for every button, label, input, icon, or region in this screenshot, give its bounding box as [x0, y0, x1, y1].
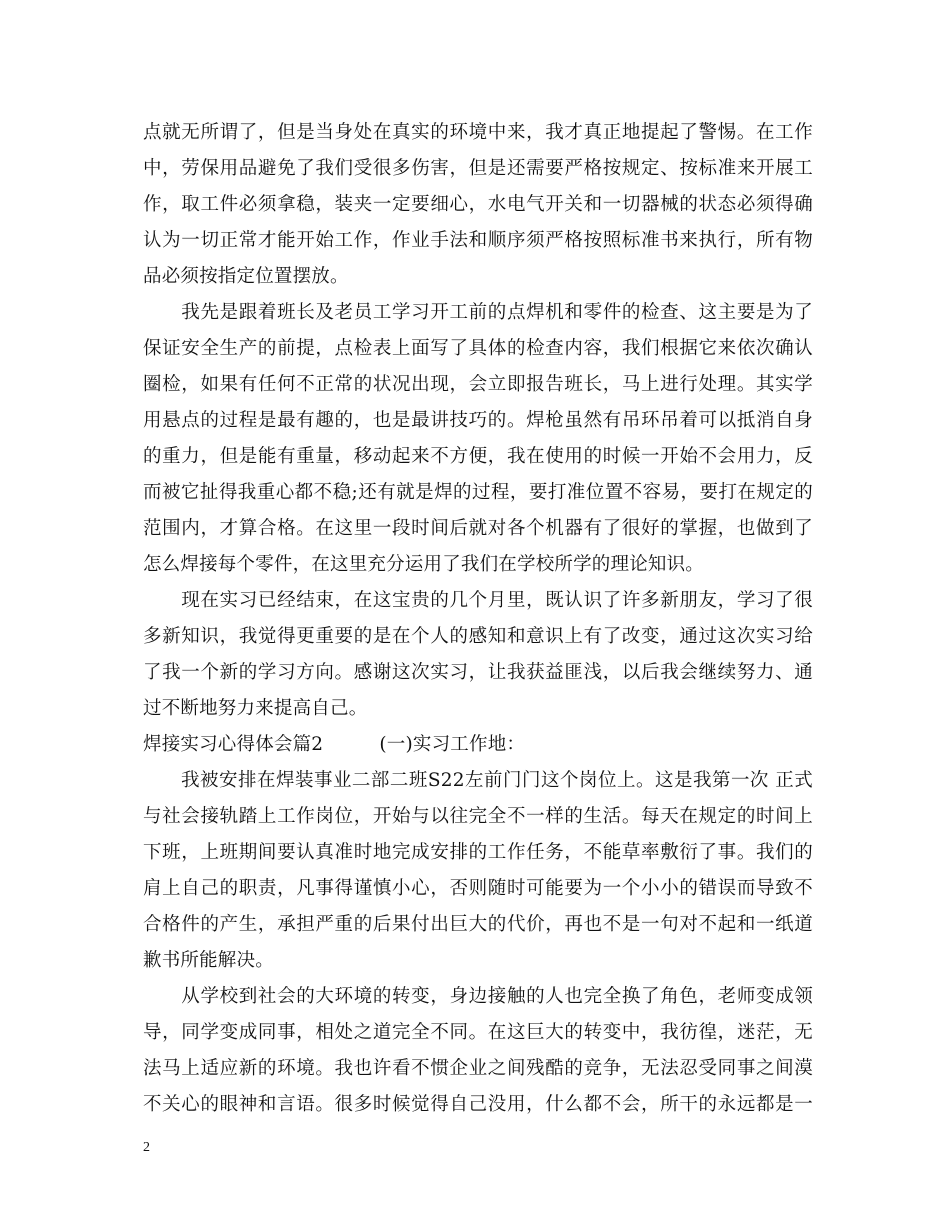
text-line: 不关心的眼神和言语。很多时候觉得自己没用，什么都不会，所干的永远都是一: [143, 1094, 813, 1115]
text-line: 多新知识，我觉得更重要的是在个人的感知和意识上有了改变，通过这次实习给: [143, 626, 813, 647]
text-line: 法马上适应新的环境。我也许看不惯企业之间残酷的竞争，无法忍受同事之间漠: [143, 1058, 813, 1079]
page-number: 2: [143, 1140, 150, 1155]
text-line: 我先是跟着班长及老员工学习开工前的点焊机和零件的检查、这主要是为了: [143, 302, 813, 323]
text-line: 范围内，才算合格。在这里一段时间后就对各个机器有了很好的掌握，也做到了: [143, 518, 813, 539]
text-line: 圈检，如果有任何不正常的状况出现，会立即报告班长，马上进行处理。其实学: [143, 374, 813, 395]
text-line: 了我一个新的学习方向。感谢这次实习，让我获益匪浅，以后我会继续努力、通: [143, 662, 813, 683]
text-line: 与社会接轨踏上工作岗位，开始与以往完全不一样的生活。每天在规定的时间上: [143, 806, 813, 827]
text-line: 现在实习已经结束，在这宝贵的几个月里，既认识了许多新朋友，学习了很: [143, 590, 813, 611]
text-line: 品必须按指定位置摆放。: [143, 266, 349, 287]
text-line: 过不断地努力来提高自己。: [143, 698, 368, 719]
text-line: 中，劳保用品避免了我们受很多伤害，但是还需要严格按规定、按标准来开展工: [143, 158, 813, 179]
text-line: 点就无所谓了，但是当身处在真实的环境中来，我才真正地提起了警惕。在工作: [143, 122, 813, 143]
text-line: 从学校到社会的大环境的转变，身边接触的人也完全换了角色，老师变成领: [143, 986, 813, 1007]
text-line: 导，同学变成同事，相处之道完全不同。在这巨大的转变中，我彷徨，迷茫，无: [143, 1022, 813, 1043]
text-line: 歉书所能解决。: [143, 950, 274, 971]
text-line: 而被它扯得我重心都不稳;还有就是焊的过程，要打准位置不容易，要打在规定的: [143, 482, 813, 503]
text-line: 用悬点的过程是最有趣的，也是最讲技巧的。焊枪虽然有吊环吊着可以抵消自身: [143, 410, 813, 431]
text-line: 怎么焊接每个零件，在这里充分运用了我们在学校所学的理论知识。: [143, 554, 705, 575]
text-line: 作，取工件必须拿稳，装夹一定要细心，水电气开关和一切器械的状态必须得确: [143, 194, 813, 215]
text-line: 肩上自己的职责，凡事得谨慎小心，否则随时可能要为一个小小的错误而导致不: [143, 878, 813, 899]
text-line: 焊接实习心得体会篇2 (一)实习工作地：: [143, 734, 526, 755]
text-line: 保证安全生产的前提，点检表上面写了具体的检查内容，我们根据它来依次确认: [143, 338, 813, 359]
text-line: 认为一切正常才能开始工作，作业手法和顺序须严格按照标准书来执行，所有物: [143, 230, 813, 251]
text-line: 合格件的产生，承担严重的后果付出巨大的代价，再也不是一句对不起和一纸道: [143, 914, 813, 935]
text-line: 下班，上班期间要认真准时地完成安排的工作任务，不能草率敷衍了事。我们的: [143, 842, 813, 863]
text-line: 我被安排在焊装事业二部二班S22左前门门这个岗位上。这是我第一次 正式: [143, 770, 813, 791]
text-line: 的重力，但是能有重量，移动起来不方便，我在使用的时候一开始不会用力，反: [143, 446, 813, 467]
